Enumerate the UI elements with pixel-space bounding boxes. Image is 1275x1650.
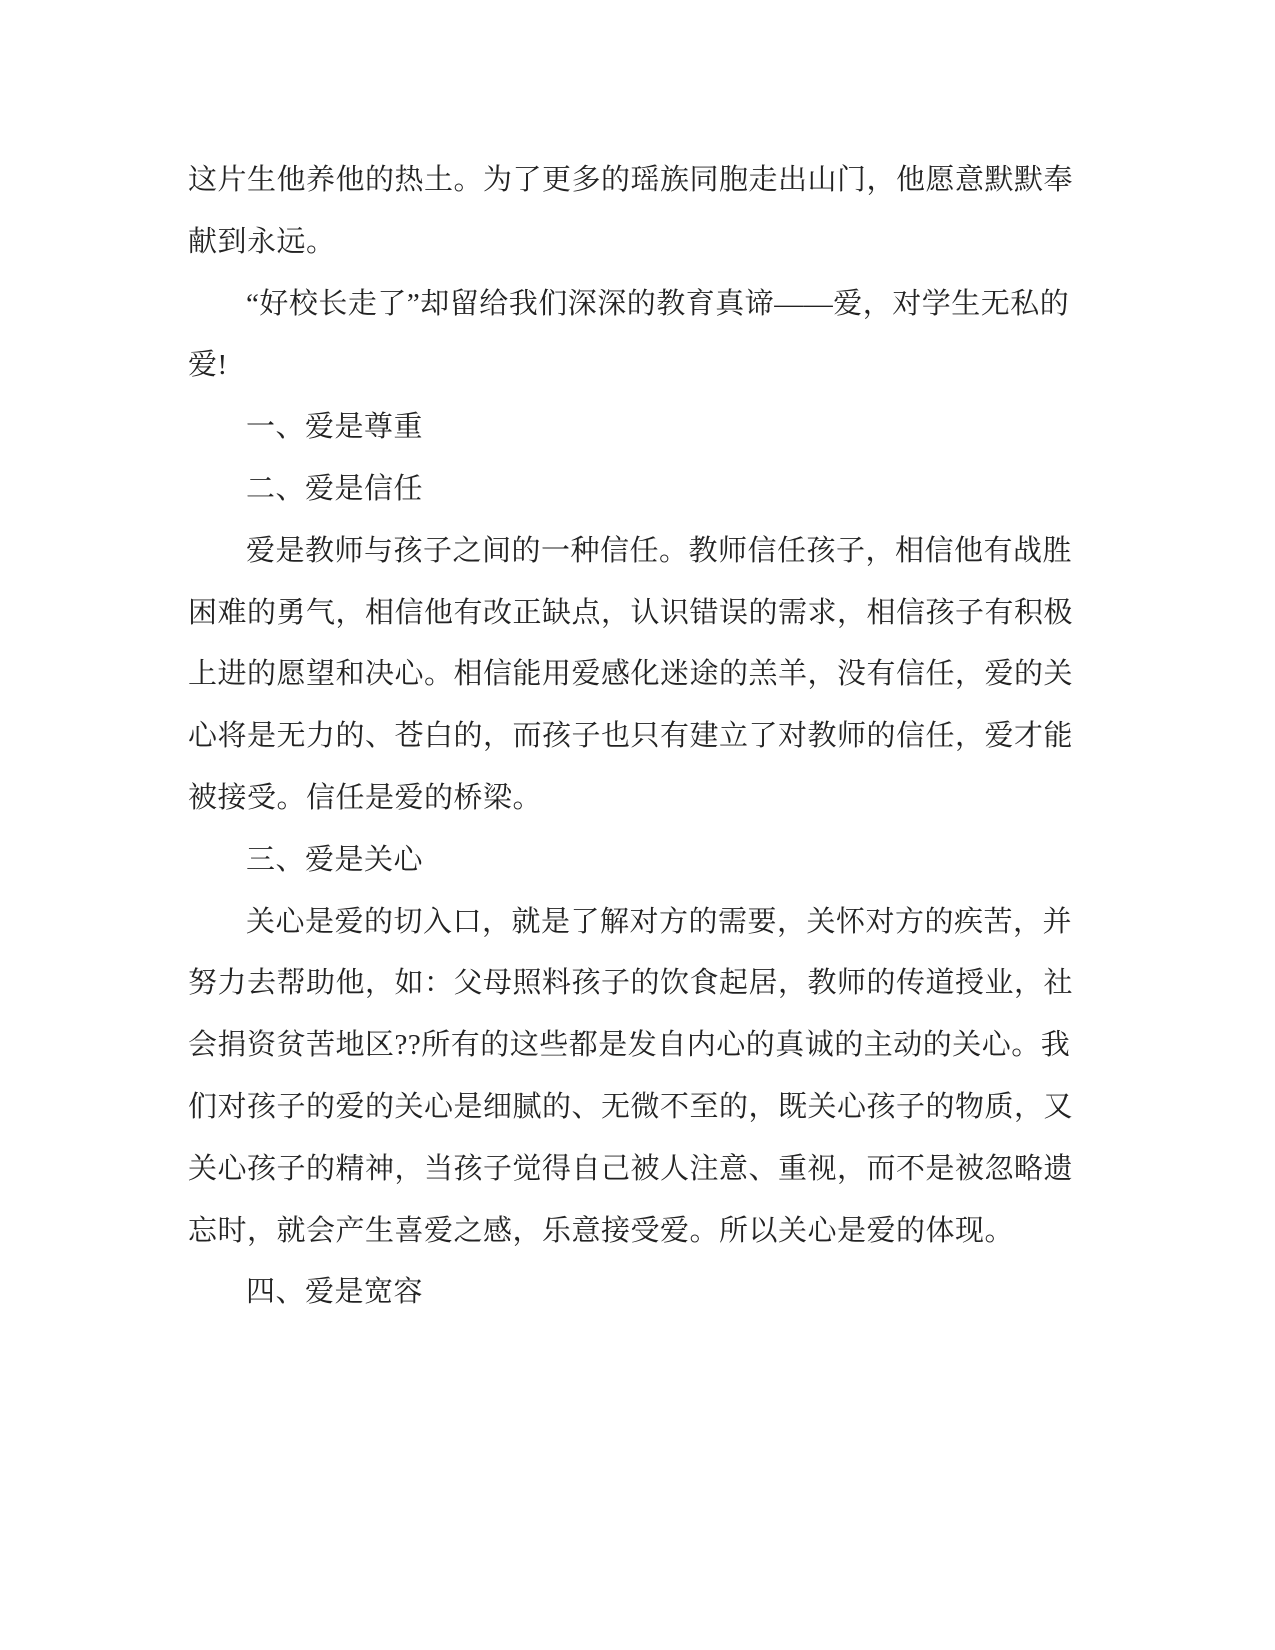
document-heading-one: 一、爱是尊重	[246, 411, 424, 444]
document-line: 上进的愿望和决心。相信能用爱感化迷途的羔羊，没有信任，爱的关	[188, 658, 1074, 691]
document-line: 忘时，就会产生喜爱之感，乐意接受爱。所以关心是爱的体现。	[188, 1214, 1015, 1247]
document-line: 爱!	[188, 349, 228, 382]
document-heading-three: 三、爱是关心	[246, 843, 424, 876]
document-line: 们对孩子的爱的关心是细腻的、无微不至的，既关心孩子的物质，又	[188, 1090, 1074, 1123]
document-line: 会捐资贫苦地区??所有的这些都是发自内心的真诚的主动的关心。我	[188, 1029, 1071, 1062]
document-line: 爱是教师与孩子之间的一种信任。教师信任孩子，相信他有战胜	[246, 534, 1073, 567]
document-line: 困难的勇气，相信他有改正缺点，认识错误的需求，相信孩子有积极	[188, 596, 1074, 629]
document-line: 被接受。信任是爱的桥梁。	[188, 781, 543, 814]
document-line: 努力去帮助他，如：父母照料孩子的饮食起居，教师的传道授业，社	[188, 967, 1074, 1000]
document-line: 献到永远。	[188, 225, 336, 258]
document-heading-two: 二、爱是信任	[246, 472, 424, 505]
document-heading-four: 四、爱是宽容	[246, 1276, 424, 1309]
document-line: 关心是爱的切入口，就是了解对方的需要，关怀对方的疾苦，并	[246, 905, 1073, 938]
document-line: 这片生他养他的热土。为了更多的瑶族同胞走出山门，他愿意默默奉	[188, 164, 1074, 196]
document-body	[188, 150, 1078, 1324]
document-line: “好校长走了”却留给我们深深的教育真谛——爱，对学生无私的	[246, 287, 1070, 320]
document-line: 关心孩子的精神，当孩子觉得自己被人注意、重视，而不是被忽略遗	[188, 1152, 1074, 1185]
document-line: 心将是无力的、苍白的，而孩子也只有建立了对教师的信任，爱才能	[188, 720, 1074, 753]
